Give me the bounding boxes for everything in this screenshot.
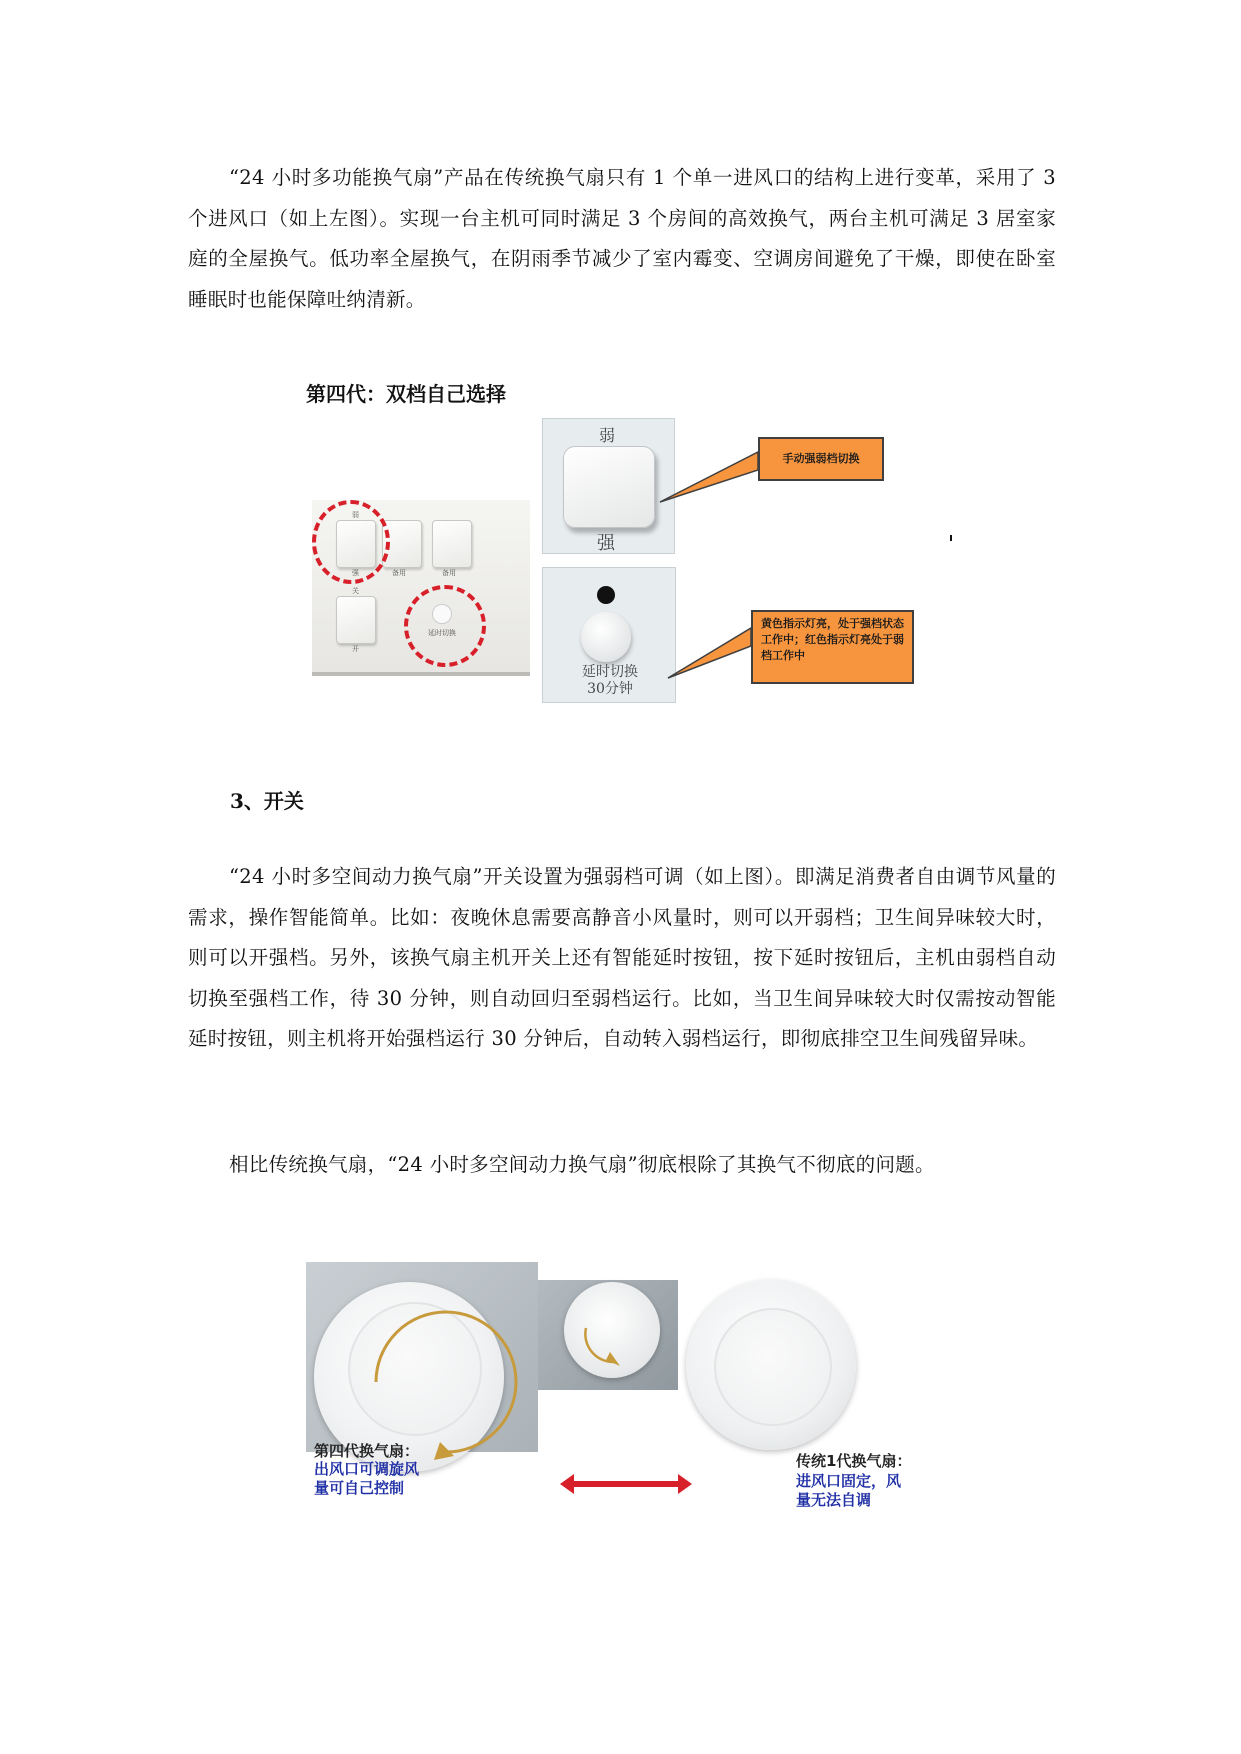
plate-label-spare-2: 备用 xyxy=(442,569,456,577)
paragraph-intro: “24 小时多功能换气扇”产品在传统换气扇只有 1 个单一进风口的结构上进行变革，采用了 3 个进风口（如上左图）。实现一台主机可同时满足 3 个房间的高效换气，两台主机可满足 3 居室家庭的全屋换气。低功率全屋换气，在阴雨季节减少了室内霉变、空调房间避免了干燥，即使在卧室睡眠时也能保障吐纳清新。 xyxy=(188,166,1056,311)
stray-mark xyxy=(950,535,952,541)
double-arrow-right-head xyxy=(678,1474,692,1494)
traditional-inner-ring xyxy=(714,1308,832,1426)
plate-label-on: 开 xyxy=(352,645,359,653)
switch-plate-photo xyxy=(312,500,530,676)
callout-2-pointer xyxy=(668,628,751,678)
plate-label-strong: 强 xyxy=(352,569,359,577)
figure-2-comparison xyxy=(306,1262,926,1532)
closeup-label-delay: 延时切换 30分钟 xyxy=(582,664,638,697)
indicator-lamp xyxy=(597,586,615,604)
closeup-label-weak: 弱 xyxy=(599,426,616,445)
red-highlight-ring-knob xyxy=(404,585,486,667)
fourth-gen-label-body: 出风口可调旋风量可自己控制 xyxy=(314,1460,420,1497)
closeup-rocker-key xyxy=(563,446,655,528)
callout-manual-switch: 手动强弱档切换 xyxy=(758,437,884,481)
plate-label-weak: 弱 xyxy=(352,511,359,519)
switch-key-spare-2 xyxy=(432,520,472,568)
figure-1-title: 第四代：双档自己选择 xyxy=(306,382,506,406)
section-heading-switch: 3、开关 xyxy=(230,789,304,813)
callout-indicator-light: 黄色指示灯亮，处于强档状态工作中；红色指示灯亮处于弱档工作中 xyxy=(751,610,914,684)
plate-label-delay: 延时切换 xyxy=(428,629,456,637)
traditional-label-title: 传统1代换气扇： xyxy=(796,1452,912,1470)
traditional-label-body: 进风口固定，风量无法自调 xyxy=(796,1472,902,1509)
delay-dial xyxy=(581,612,631,662)
fourth-gen-label-title: 第四代换气扇： xyxy=(314,1442,420,1460)
callout-1-pointer xyxy=(660,452,758,502)
rotation-arrow-large xyxy=(376,1312,516,1452)
paragraph-switch-description: “24 小时多空间动力换气扇”开关设置为强弱档可调（如上图）。即满足消费者自由调节风量的需求，操作智能简单。比如：夜晚休息需要高静音小风量时，则可以开弱档；卫生间异味较大时，则可以开强档。另外，该换气扇主机开关上还有智能延时按钮，按下延时按钮后，主机由弱档自动切换至强档工作，待 30 分钟，则自动回归至弱档运行。比如，当卫生间异味较大时仅需按动智能延时按钮，则主机将开始强档运行 30 分钟后，自动转入弱档运行，即彻底排空卫生间残留异味。 xyxy=(188,865,1056,1050)
plate-label-spare-1: 备用 xyxy=(392,569,406,577)
red-highlight-ring-switch xyxy=(312,500,390,584)
plate-label-off: 关 xyxy=(352,587,359,595)
closeup-label-strong: 强 xyxy=(597,533,615,554)
switch-key-onoff xyxy=(336,596,376,644)
traditional-vent xyxy=(686,1280,856,1450)
rotation-arrowhead-small xyxy=(606,1352,620,1366)
paragraph-comparison: 相比传统换气扇，“24 小时多空间动力换气扇”彻底根除了其换气不彻底的问题。 xyxy=(229,1153,935,1176)
double-arrow-left-head xyxy=(560,1474,574,1494)
